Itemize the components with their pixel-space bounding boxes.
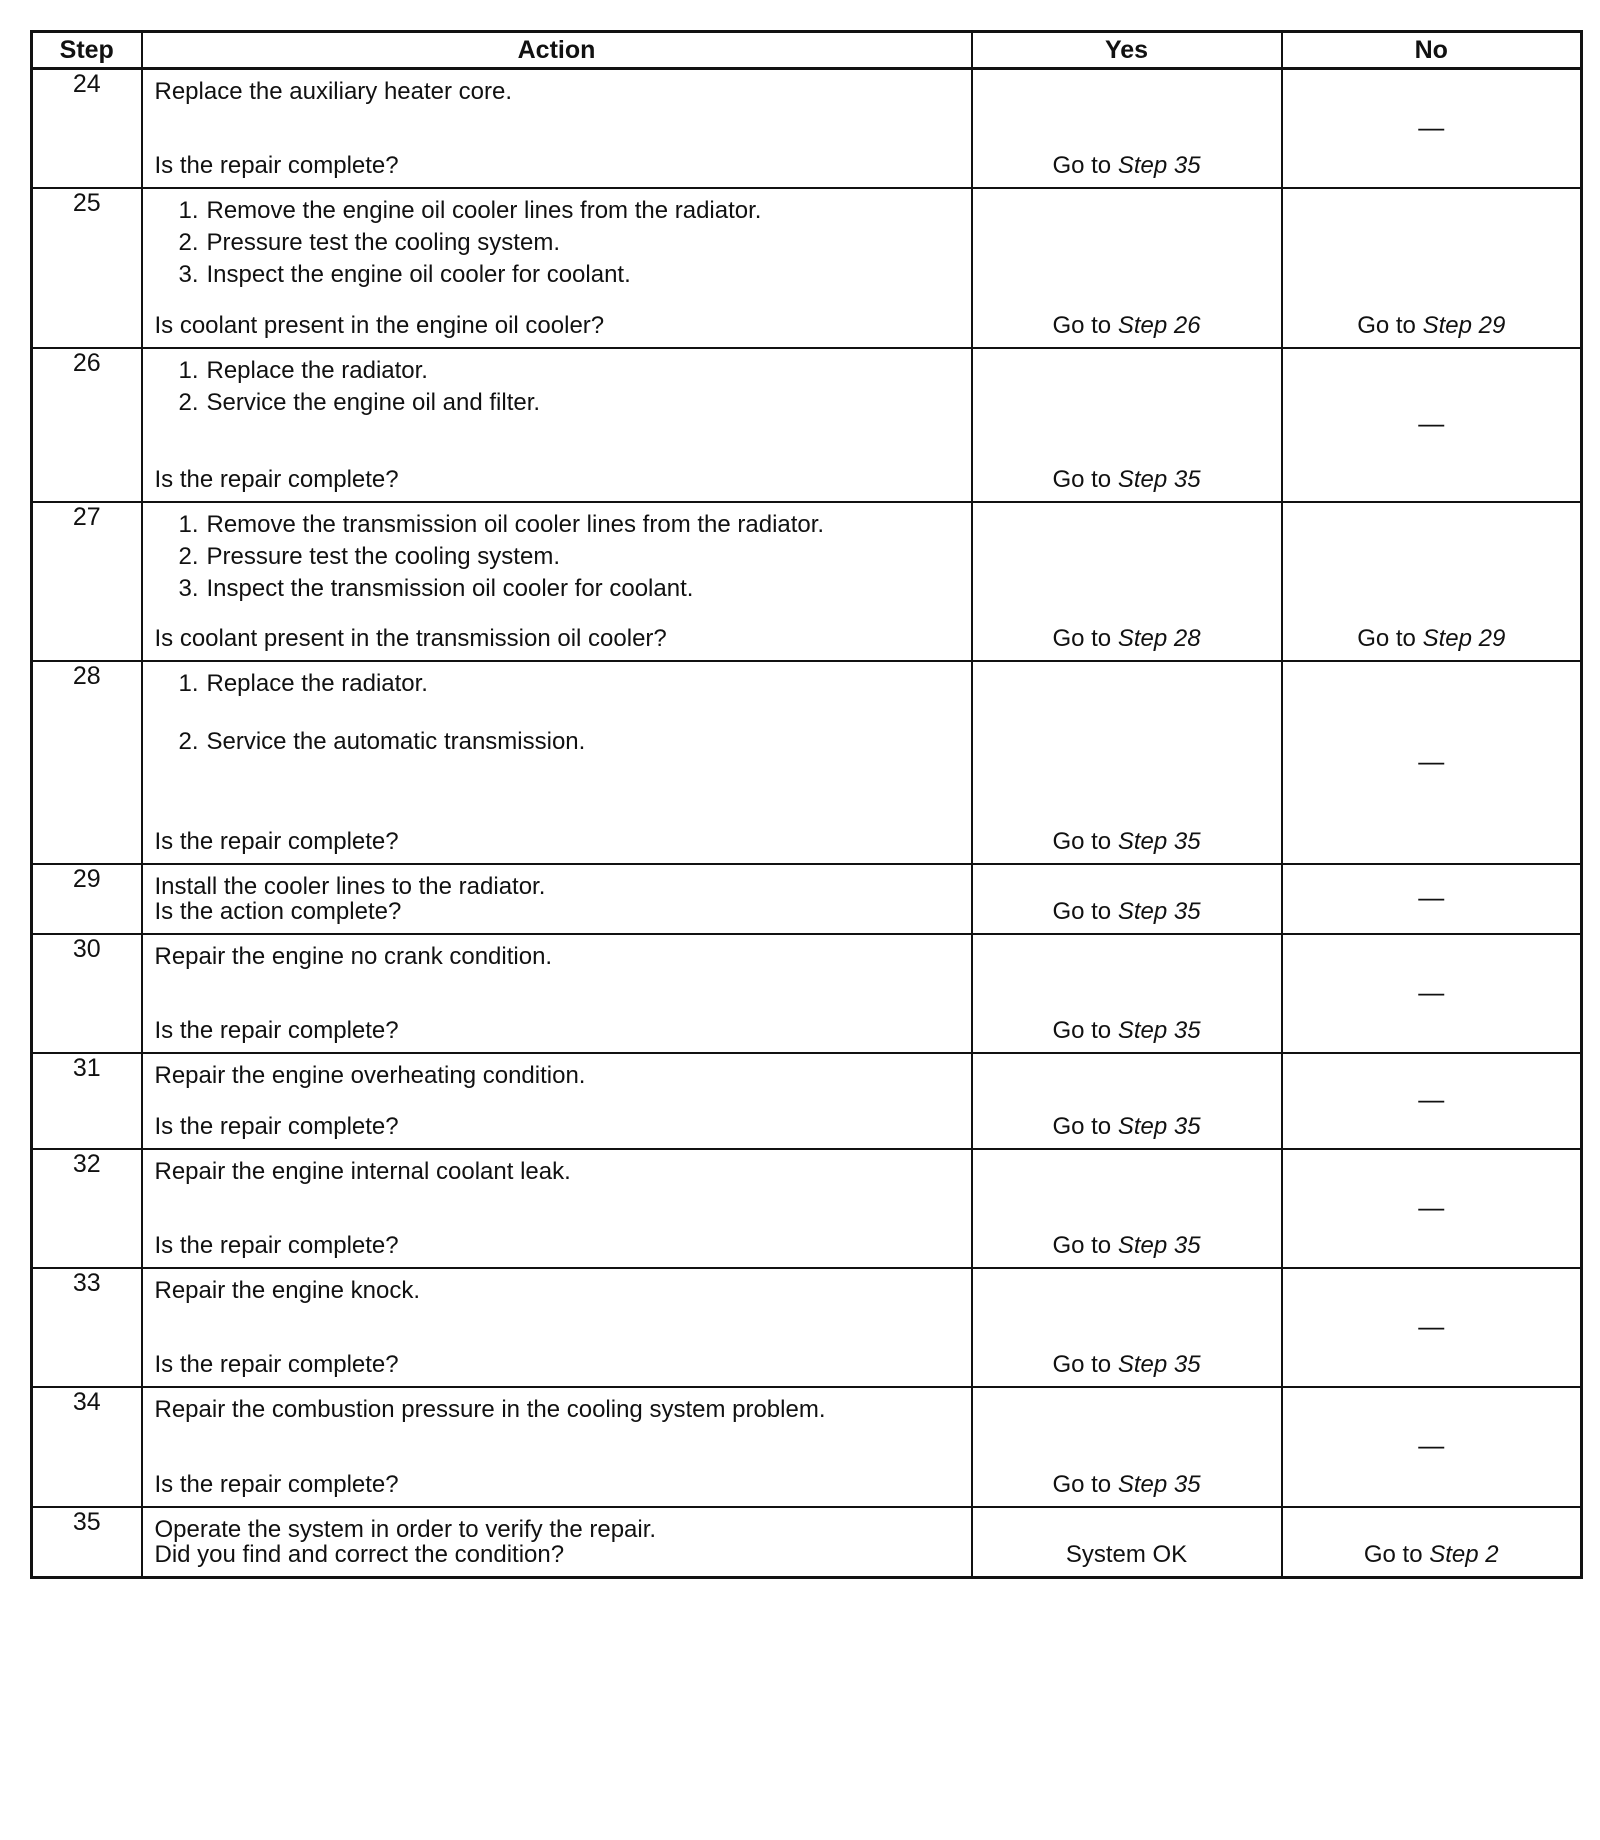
action-instruction: Repair the engine overheating condition. [154,1062,586,1089]
action-cell [142,1053,972,1149]
action-cell [142,1387,972,1507]
action-question: Is coolant present in the engine oil cooler? [154,312,605,339]
yes-cell [972,188,1282,348]
yes-outcome-prefix: Go to [1052,1113,1118,1140]
action-instruction: Repair the engine internal coolant leak. [154,1158,571,1185]
action-step-text: Inspect the engine oil cooler for coolant. [206,261,631,288]
action-cell [142,1268,972,1387]
step-number: 26 [32,348,142,502]
step-number: 34 [32,1387,142,1507]
yes-outcome [973,624,1281,654]
action-steps-list [155,509,971,605]
no-outcome-prefix: Go to [1357,312,1423,339]
no-cell [1282,864,1582,934]
table-row [32,188,1582,348]
action-step-text: Service the automatic transmission. [206,728,586,755]
table-row [32,69,1582,189]
table-row [32,1149,1582,1268]
yes-step-reference: Step 35 [1117,1471,1201,1498]
action-question: Did you find and correct the condition? [154,1541,565,1568]
yes-step-reference: Step 35 [1117,1113,1201,1140]
yes-outcome-prefix: Go to [1052,1471,1118,1498]
action-step-number: 1. [178,670,199,697]
no-cell [1282,1387,1582,1507]
yes-outcome [973,1350,1281,1380]
action-step-number: 1. [178,511,199,538]
yes-outcome [973,1470,1281,1500]
action-step-text: Pressure test the cooling system. [206,229,560,256]
yes-outcome-prefix: Go to [1052,1351,1118,1378]
action-step-text: Inspect the transmission oil cooler for coolant. [206,575,694,602]
step-number: 24 [32,69,142,189]
yes-cell [972,934,1282,1053]
no-outcome-dash: — [1418,1310,1445,1341]
no-outcome-dash: — [1418,745,1445,776]
action-step-item [155,227,971,259]
step-number: 33 [32,1268,142,1387]
yes-cell [972,1149,1282,1268]
yes-outcome [973,151,1281,181]
no-cell [1282,1268,1582,1387]
action-instruction: Repair the engine knock. [154,1277,420,1304]
no-outcome-dash: — [1418,1083,1445,1114]
yes-outcome-prefix: Go to [1052,898,1118,925]
step-number: 25 [32,188,142,348]
no-outcome-dash: — [1418,407,1445,438]
table-row [32,1053,1582,1149]
yes-outcome-prefix: Go to [1052,625,1118,652]
action-step-number: 2. [178,728,199,755]
action-step-number: 1. [178,357,199,384]
action-question: Is the repair complete? [154,466,399,493]
step-number: 28 [32,661,142,864]
action-step-item [155,259,971,291]
action-instruction: Install the cooler lines to the radiator. [154,873,546,900]
action-cell [142,934,972,1053]
action-question: Is the repair complete? [154,1351,399,1378]
yes-cell [972,502,1282,661]
action-step-number: 1. [178,197,199,224]
header-step: Step [32,32,142,69]
table-row [32,1268,1582,1387]
action-steps-list [155,668,971,758]
no-cell [1282,1507,1582,1578]
action-instruction: Repair the combustion pressure in the cooling system problem. [154,1396,826,1423]
yes-step-reference: Step 26 [1117,312,1201,339]
yes-cell [972,661,1282,864]
action-question: Is the repair complete? [154,152,399,179]
yes-cell [972,1053,1282,1149]
action-step-number: 2. [178,389,199,416]
action-step-item [155,195,971,227]
table-row [32,661,1582,864]
yes-step-reference: Step 35 [1117,466,1201,493]
no-cell [1282,188,1582,348]
yes-cell [972,1507,1282,1578]
no-outcome-dash: — [1418,1429,1445,1460]
no-outcome-dash: — [1418,976,1445,1007]
no-cell [1282,502,1582,661]
action-step-text: Remove the engine oil cooler lines from the radiator. [206,197,762,224]
yes-outcome-prefix: Go to [1052,1017,1118,1044]
action-question: Is coolant present in the transmission oil cooler? [154,625,667,652]
no-cell [1282,69,1582,189]
yes-step-reference: Step 35 [1117,1232,1201,1259]
action-step-item [155,726,971,758]
no-cell [1282,1053,1582,1149]
yes-step-reference: Step 35 [1117,898,1201,925]
no-step-reference: Step 29 [1422,625,1506,652]
yes-cell [972,69,1282,189]
action-question: Is the repair complete? [154,1471,399,1498]
yes-step-reference: Step 35 [1117,1017,1201,1044]
header-yes: Yes [972,32,1282,69]
action-step-text: Replace the radiator. [206,670,428,697]
action-steps-list [155,195,971,291]
header-no: No [1282,32,1582,69]
no-outcome-prefix: Go to [1357,625,1423,652]
no-step-reference: Step 29 [1422,312,1506,339]
action-instruction: Operate the system in order to verify the repair. [154,1516,657,1543]
yes-outcome [973,897,1281,927]
yes-outcome [973,1231,1281,1261]
action-cell [142,502,972,661]
action-step-item [155,668,971,700]
yes-outcome [973,1016,1281,1046]
action-cell [142,661,972,864]
action-step-item [155,387,971,419]
action-cell [142,864,972,934]
yes-step-reference: Step 35 [1117,1351,1201,1378]
action-question: Is the repair complete? [154,1232,399,1259]
yes-outcome [973,1112,1281,1142]
yes-step-reference: Step 28 [1117,625,1201,652]
yes-outcome [973,311,1281,341]
no-outcome-dash: — [1418,1191,1445,1222]
action-step-text: Remove the transmission oil cooler lines from the radiator. [206,511,825,538]
yes-outcome [973,827,1281,857]
step-number: 31 [32,1053,142,1149]
yes-outcome-prefix: System OK [1065,1541,1188,1568]
action-step-item [155,355,971,387]
action-step-item [155,509,971,541]
header-row [32,32,1582,69]
table-row [32,864,1582,934]
action-question: Is the action complete? [154,898,402,925]
no-outcome-dash: — [1418,881,1445,912]
yes-cell [972,1387,1282,1507]
action-question: Is the repair complete? [154,1017,399,1044]
action-step-item [155,573,971,605]
no-outcome-dash: — [1418,111,1445,142]
yes-outcome-prefix: Go to [1052,466,1118,493]
yes-outcome-prefix: Go to [1052,152,1118,179]
no-step-reference: Step 2 [1429,1541,1499,1568]
yes-step-reference: Step 35 [1117,828,1201,855]
table-row [32,502,1582,661]
table-row [32,934,1582,1053]
step-number: 30 [32,934,142,1053]
yes-outcome [973,465,1281,495]
no-outcome [1283,624,1581,654]
yes-step-reference: Step 35 [1117,152,1201,179]
action-step-number: 2. [178,543,199,570]
step-number: 27 [32,502,142,661]
action-step-number: 2. [178,229,199,256]
action-steps-list [155,355,971,419]
action-instruction: Replace the auxiliary heater core. [154,78,513,105]
step-number: 29 [32,864,142,934]
header-action: Action [142,32,972,69]
step-number: 32 [32,1149,142,1268]
yes-outcome [973,1540,1281,1570]
no-cell [1282,661,1582,864]
no-outcome-prefix: Go to [1363,1541,1430,1568]
step-number: 35 [32,1507,142,1578]
action-step-item [155,541,971,573]
yes-outcome-prefix: Go to [1052,312,1118,339]
yes-outcome-prefix: Go to [1052,828,1118,855]
diagnostic-step-table [30,30,1583,1579]
action-instruction: Repair the engine no crank condition. [154,943,553,970]
action-question: Is the repair complete? [154,828,399,855]
action-question: Is the repair complete? [154,1113,399,1140]
action-step-text: Replace the radiator. [206,357,428,384]
action-cell [142,69,972,189]
action-cell [142,1507,972,1578]
no-cell [1282,934,1582,1053]
action-step-text: Pressure test the cooling system. [206,543,560,570]
action-cell [142,188,972,348]
no-outcome [1283,1540,1581,1570]
no-outcome [1283,311,1581,341]
action-cell [142,348,972,502]
no-cell [1282,348,1582,502]
table-row [32,348,1582,502]
action-step-number: 3. [178,261,199,288]
step-rows [32,69,1582,1578]
table-row [32,1507,1582,1578]
action-cell [142,1149,972,1268]
table-row [32,1387,1582,1507]
action-step-number: 3. [178,575,199,602]
no-cell [1282,1149,1582,1268]
yes-outcome-prefix: Go to [1052,1232,1118,1259]
yes-cell [972,864,1282,934]
yes-cell [972,1268,1282,1387]
action-step-text: Service the engine oil and filter. [206,389,541,416]
yes-cell [972,348,1282,502]
